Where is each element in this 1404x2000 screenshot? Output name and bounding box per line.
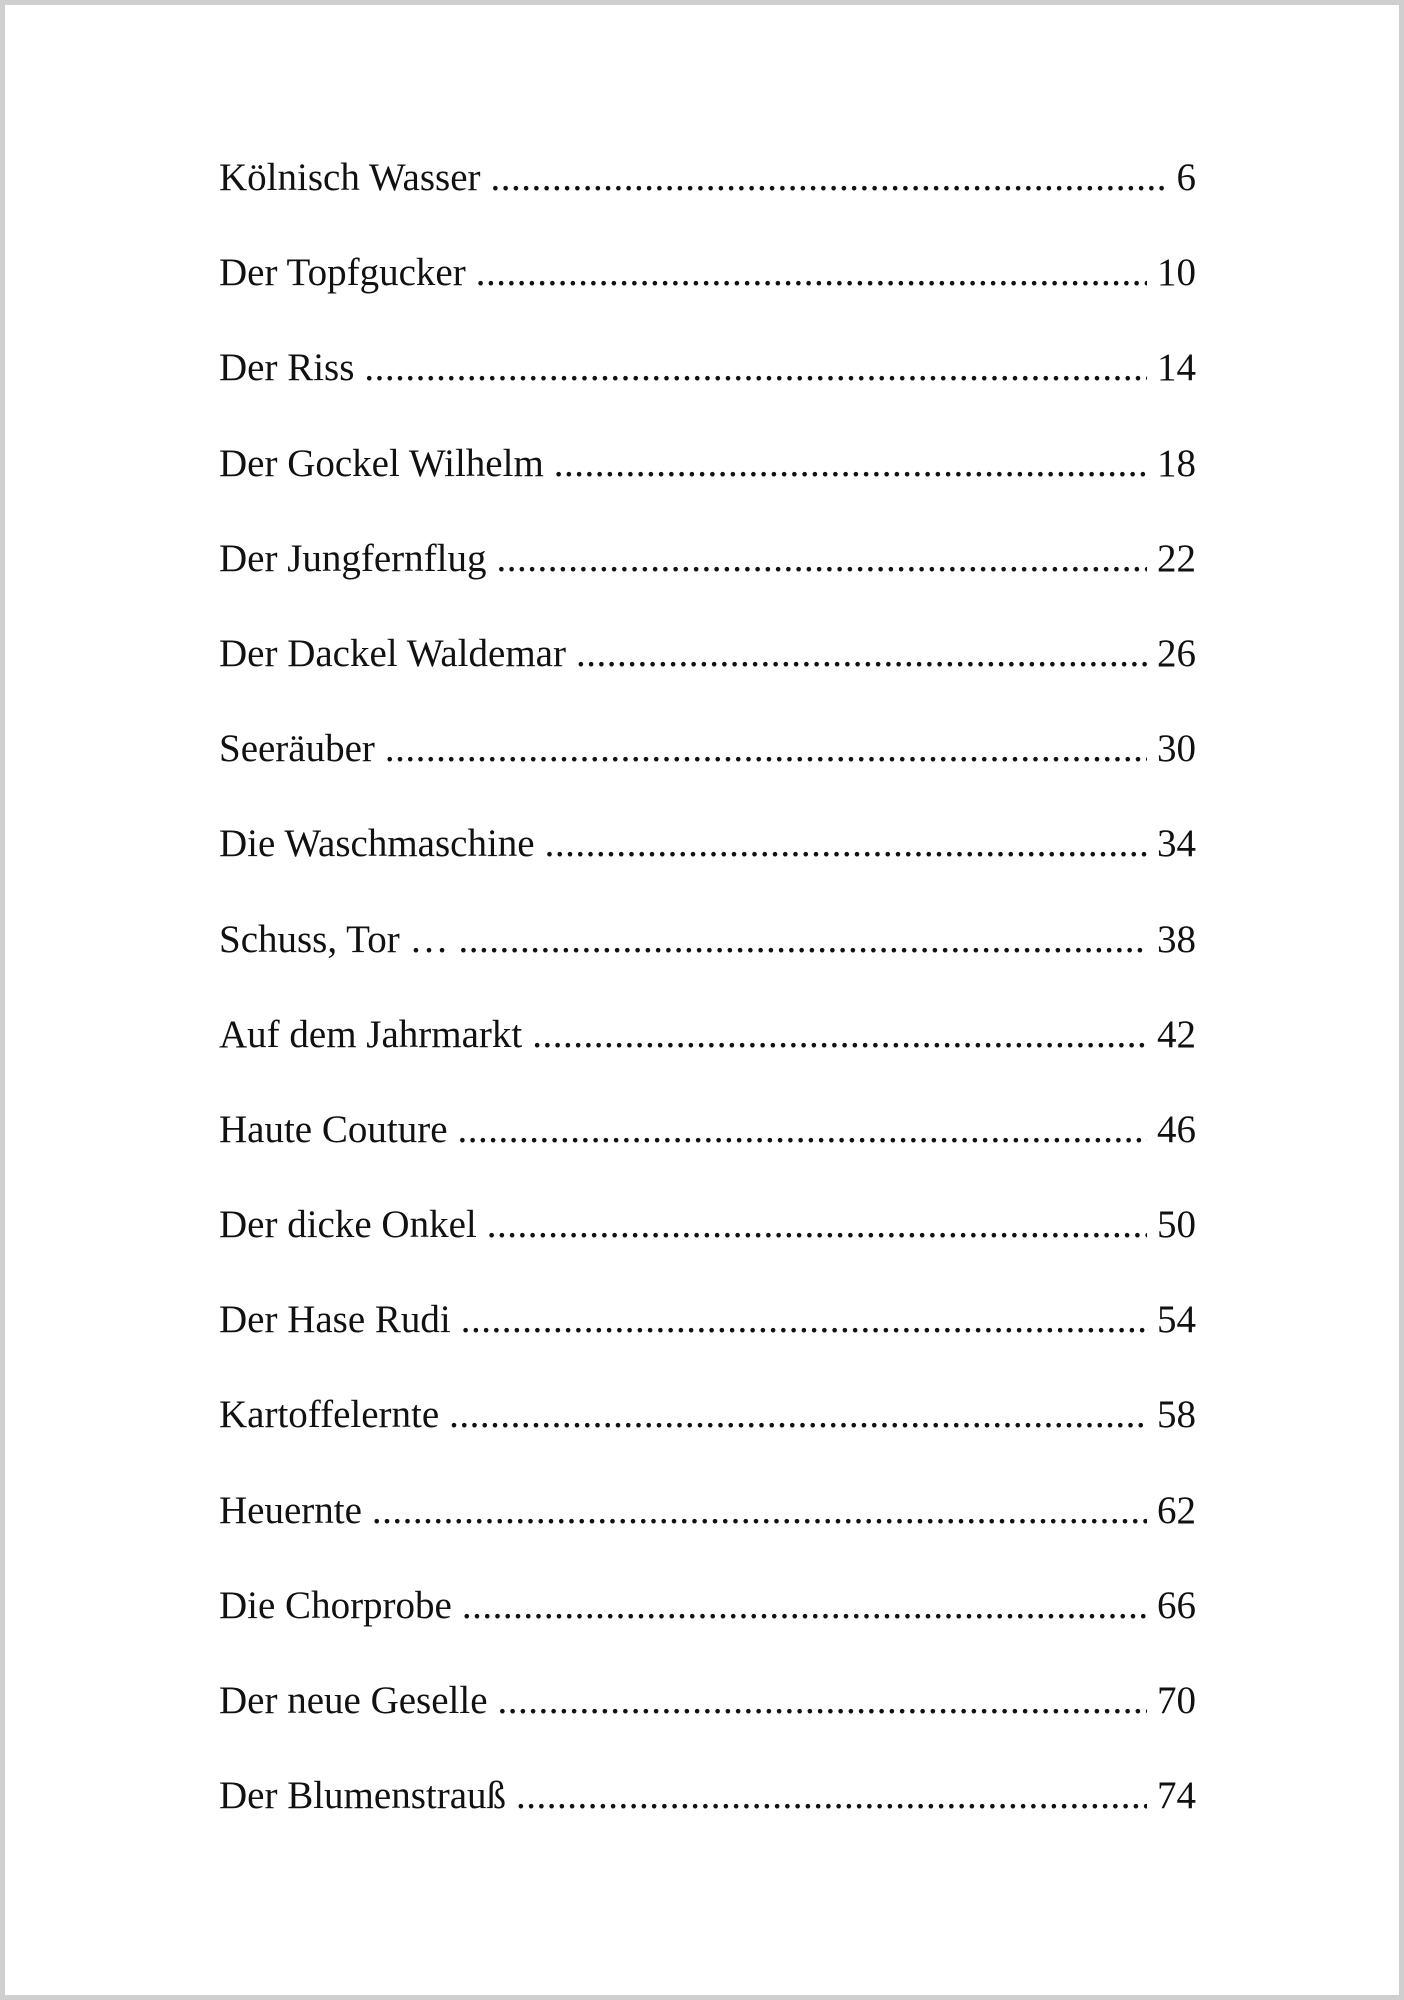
table-of-contents — [219, 155, 1196, 1868]
dot-leader — [462, 1583, 1147, 1628]
toc-entry[interactable] — [219, 155, 1196, 250]
toc-entry-page-number: 22 — [1157, 536, 1196, 580]
toc-entry[interactable] — [219, 726, 1196, 821]
dot-leader — [476, 250, 1147, 295]
toc-entry[interactable] — [219, 250, 1196, 345]
toc-entry[interactable] — [219, 1678, 1196, 1773]
toc-entry-page-number: 58 — [1157, 1393, 1196, 1437]
toc-entry-page-number: 50 — [1157, 1203, 1196, 1247]
toc-entry-page-number: 6 — [1176, 156, 1196, 199]
dot-leader — [487, 1202, 1147, 1247]
toc-entry[interactable] — [219, 917, 1196, 1012]
toc-entry-title: Schuss, Tor … — [219, 917, 449, 961]
toc-entry-page-number: 54 — [1157, 1298, 1196, 1342]
toc-entry-page-number: 10 — [1157, 251, 1196, 295]
toc-entry-page-number: 26 — [1157, 631, 1196, 675]
toc-entry-title: Heuernte — [219, 1488, 362, 1532]
toc-entry-title: Die Chorprobe — [219, 1583, 452, 1627]
toc-entry-title: Der neue Geselle — [219, 1679, 488, 1722]
toc-entry-title: Kartoffelernte — [219, 1393, 440, 1437]
toc-entry[interactable] — [219, 536, 1196, 631]
dot-leader — [461, 1297, 1147, 1342]
toc-entry[interactable] — [219, 821, 1196, 916]
toc-entry-page-number: 46 — [1157, 1107, 1196, 1151]
toc-entry-title: Haute Couture — [219, 1107, 448, 1151]
toc-entry-title: Der Hase Rudi — [219, 1298, 451, 1342]
dot-leader — [364, 345, 1147, 390]
dot-leader — [516, 1773, 1147, 1818]
toc-entry[interactable] — [219, 1202, 1196, 1297]
toc-entry-title: Der Dackel Waldemar — [219, 631, 566, 675]
toc-entry[interactable] — [219, 441, 1196, 536]
toc-entry-page-number: 34 — [1157, 822, 1196, 866]
toc-entry-page-number: 74 — [1157, 1774, 1196, 1818]
dot-leader — [459, 917, 1148, 962]
toc-entry[interactable] — [219, 345, 1196, 440]
toc-entry[interactable] — [219, 1488, 1196, 1583]
toc-entry-title: Der Blumenstrauß — [219, 1774, 507, 1818]
toc-entry[interactable] — [219, 1297, 1196, 1392]
toc-entry-title: Der Gockel Wilhelm — [219, 441, 544, 485]
toc-entry-page-number: 38 — [1157, 917, 1196, 961]
toc-entry-title: Der Topfgucker — [219, 251, 466, 295]
toc-entry[interactable] — [219, 1583, 1196, 1678]
dot-leader — [385, 726, 1147, 771]
dot-leader — [532, 1012, 1147, 1057]
dot-leader — [458, 1107, 1147, 1152]
toc-entry-page-number: 14 — [1157, 346, 1196, 390]
toc-entry-title: Kölnisch Wasser — [219, 156, 481, 199]
toc-entry-page-number: 18 — [1157, 441, 1196, 485]
toc-entry-page-number: 42 — [1157, 1012, 1196, 1056]
toc-entry-page-number: 62 — [1157, 1488, 1196, 1532]
toc-entry[interactable] — [219, 1392, 1196, 1487]
dot-leader — [554, 441, 1147, 486]
toc-entry[interactable] — [219, 1012, 1196, 1107]
dot-leader — [576, 631, 1147, 676]
dot-leader — [545, 821, 1147, 866]
dot-leader — [372, 1488, 1147, 1533]
dot-leader — [449, 1392, 1147, 1437]
toc-entry-page-number: 70 — [1157, 1679, 1196, 1722]
toc-entry-title: Der Jungfernflug — [219, 536, 487, 580]
toc-entry[interactable] — [219, 1107, 1196, 1202]
toc-entry[interactable] — [219, 631, 1196, 726]
dot-leader — [498, 1678, 1147, 1723]
toc-entry[interactable] — [219, 1773, 1196, 1868]
dot-leader — [491, 155, 1167, 200]
toc-entry-title: Der dicke Onkel — [219, 1203, 477, 1247]
toc-entry-title: Auf dem Jahrmarkt — [219, 1012, 523, 1056]
toc-entry-page-number: 66 — [1157, 1583, 1196, 1627]
toc-entry-title: Seeräuber — [219, 727, 375, 771]
toc-entry-title: Der Riss — [219, 346, 355, 390]
toc-entry-title: Die Waschmaschine — [219, 822, 535, 866]
dot-leader — [497, 536, 1148, 581]
toc-entry-page-number: 30 — [1157, 727, 1196, 771]
